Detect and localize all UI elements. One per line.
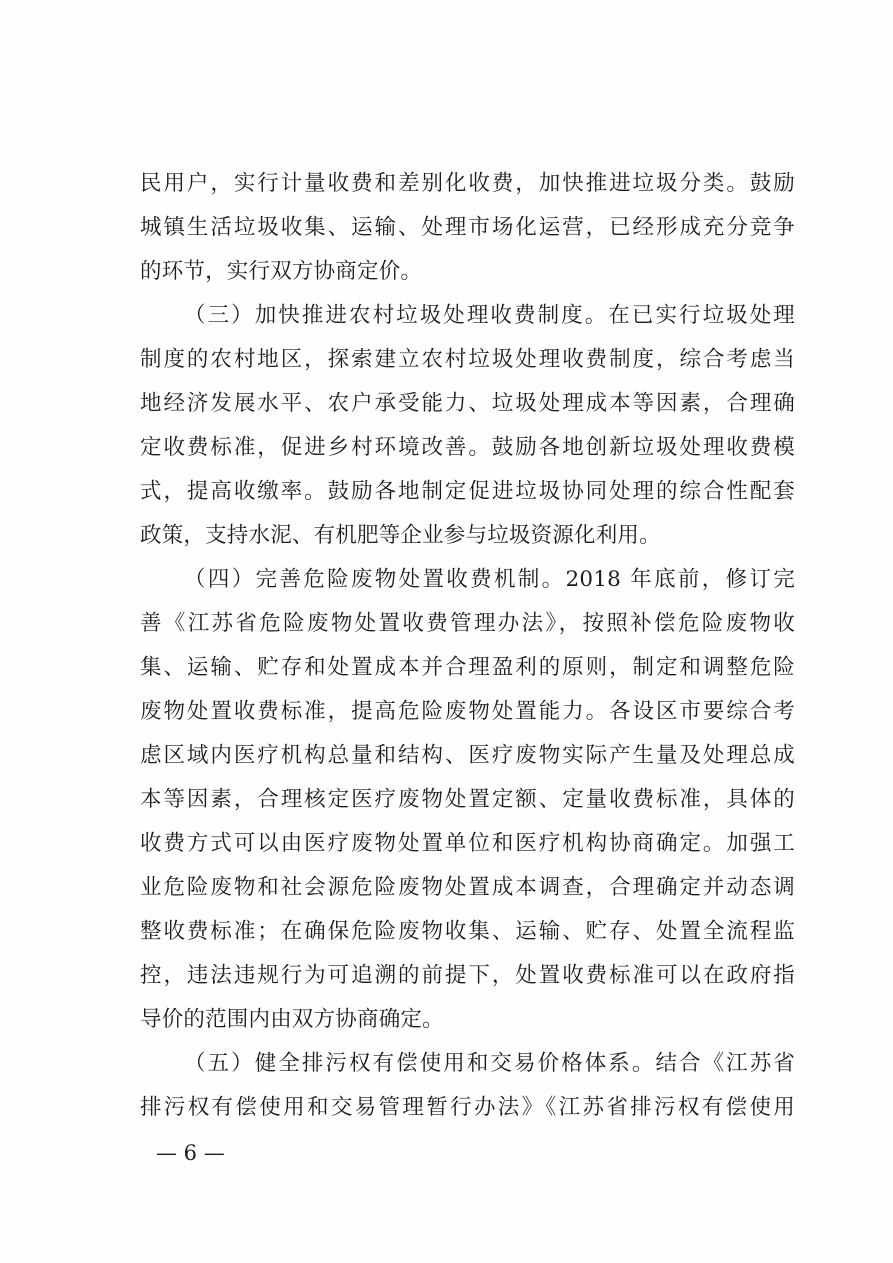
text-line-8: 式，提高收缴率。鼓励各地制定促进垃圾协同处理的综合性配套 [140, 479, 795, 504]
text-line-11: 善《江苏省危险废物处置收费管理办法》，按照补偿危险废物收 [140, 611, 795, 636]
text-line-5: 制度的农村地区，探索建立农村垃圾处理收费制度，综合考虑当 [140, 347, 795, 372]
text-line-10: （四）完善危险废物处置收费机制。2018 年底前，修订完 [184, 567, 795, 592]
text-line-3: 的环节，实行双方协商定价。 [140, 259, 423, 284]
text-line-19: 控，违法违规行为可追溯的前提下，处置收费标准可以在政府指 [140, 963, 795, 988]
text-line-21: （五）健全排污权有偿使用和交易价格体系。结合《江苏省 [184, 1051, 795, 1076]
text-line-12: 集、运输、贮存和处置成本并合理盈利的原则，制定和调整危险 [140, 655, 795, 680]
text-line-22: 排污权有偿使用和交易管理暂行办法》《江苏省排污权有偿使用 [140, 1095, 795, 1120]
text-line-1: 民用户，实行计量收费和差别化收费，加快推进垃圾分类。鼓励 [140, 171, 795, 196]
text-line-17: 业危险废物和社会源危险废物处置成本调查，合理确定并动态调 [140, 875, 795, 900]
text-line-6: 地经济发展水平、农户承受能力、垃圾处理成本等因素，合理确 [140, 391, 795, 416]
text-line-15: 本等因素，合理核定医疗废物处置定额、定量收费标准，具体的 [140, 787, 795, 812]
text-line-7: 定收费标准，促进乡村环境改善。鼓励各地创新垃圾处理收费模 [140, 435, 795, 460]
text-line-14: 虑区域内医疗机构总量和结构、医疗废物实际产生量及处理总成 [140, 743, 795, 768]
text-line-4: （三）加快推进农村垃圾处理收费制度。在已实行垃圾处理 [184, 303, 795, 328]
text-line-2: 城镇生活垃圾收集、运输、处理市场化运营，已经形成充分竞争 [140, 215, 795, 240]
text-line-18: 整收费标准；在确保危险废物收集、运输、贮存、处置全流程监 [140, 919, 795, 944]
text-line-16: 收费方式可以由医疗废物处置单位和医疗机构协商确定。加强工 [140, 831, 795, 856]
text-line-20: 导价的范围内由双方协商确定。 [140, 1007, 444, 1032]
page-number: — 6 — [156, 1141, 225, 1165]
text-line-13: 废物处置收费标准，提高危险废物处置能力。各设区市要综合考 [140, 699, 795, 724]
text-line-9: 政策，支持水泥、有机肥等企业参与垃圾资源化利用。 [140, 523, 661, 548]
